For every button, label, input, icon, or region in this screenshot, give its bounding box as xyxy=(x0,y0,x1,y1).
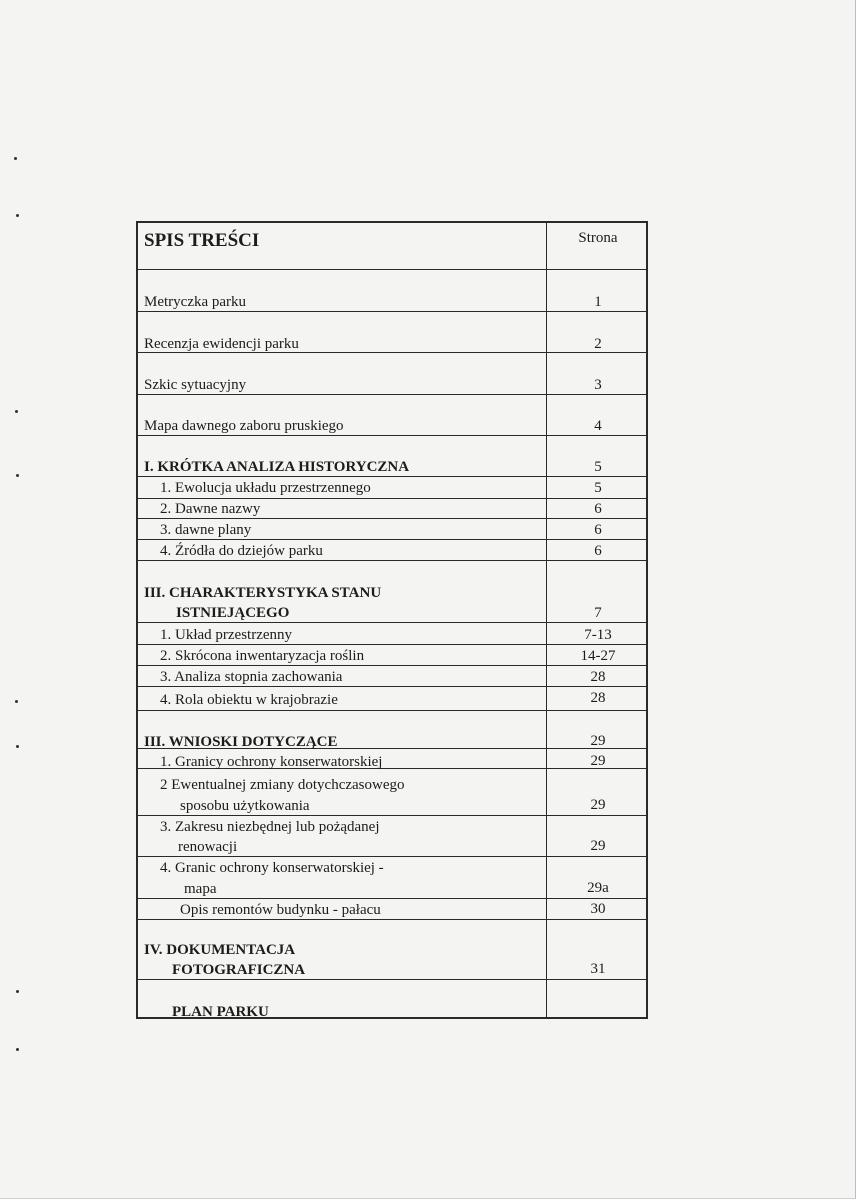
row-rule xyxy=(138,919,646,920)
toc-entry-label: 1. Układ przestrzenny xyxy=(160,627,293,643)
toc-entry-page: 5 xyxy=(594,459,602,475)
toc-section-heading: IV. DOKUMENTACJA xyxy=(144,942,296,958)
toc-entry-label: 2. Skrócona inwentaryzacja roślin xyxy=(160,648,365,664)
page-column-header: Strona xyxy=(578,230,618,246)
toc-entry-label: Szkic sytuacyjny xyxy=(144,377,247,393)
toc-entry-label: 1. Ewolucja układu przestrzennego xyxy=(160,480,371,496)
row-rule xyxy=(138,665,646,666)
toc-entry-page: 29 xyxy=(590,797,606,813)
toc-entry-page: 6 xyxy=(594,543,602,559)
toc-entry-page: 28 xyxy=(590,690,606,706)
row-rule xyxy=(138,498,646,499)
row-rule xyxy=(138,815,646,816)
toc-entry-label: 3. dawne plany xyxy=(160,522,252,538)
toc-entry-label: Opis remontów budynku - pałacu xyxy=(180,902,381,918)
toc-entry-page: 3 xyxy=(594,377,602,393)
toc-entry-page: 5 xyxy=(594,480,602,496)
scan-speck xyxy=(15,410,18,413)
toc-title: SPIS TREŚCI xyxy=(144,230,260,251)
scan-speck xyxy=(16,214,19,217)
toc-section-heading-cont: FOTOGRAFICZNA xyxy=(172,962,306,978)
toc-entry-page: 29a xyxy=(587,880,609,896)
toc-section-heading: I. KRÓTKA ANALIZA HISTORYCZNA xyxy=(144,459,410,475)
scan-speck xyxy=(16,1048,19,1051)
toc-entry-page: 31 xyxy=(590,961,606,977)
scan-speck xyxy=(14,157,17,160)
scan-speck xyxy=(16,745,19,748)
toc-entry-page: 29 xyxy=(590,733,606,749)
toc-entry-page: 30 xyxy=(590,901,606,917)
row-rule xyxy=(138,644,646,645)
row-rule xyxy=(138,435,646,436)
toc-entry-label: 4. Rola obiektu w krajobrazie xyxy=(160,692,338,708)
row-rule xyxy=(138,856,646,857)
row-rule xyxy=(138,898,646,899)
toc-entry-page: 2 xyxy=(594,336,602,352)
toc-entry-label: 4. Źródła do dziejów parku xyxy=(160,543,323,559)
toc-entry-label: 3. Zakresu niezbędnej lub pożądanej xyxy=(160,819,380,835)
toc-entry-label: Recenzja ewidencji parku xyxy=(144,336,299,352)
row-rule xyxy=(138,539,646,540)
toc-entry-label-cont: mapa xyxy=(184,881,217,897)
toc-entry-label: 2. Dawne nazwy xyxy=(160,501,261,517)
row-rule xyxy=(138,394,646,395)
toc-entry-page: 7 xyxy=(594,605,602,621)
toc-entry-label-cont: sposobu użytkowania xyxy=(180,798,310,814)
row-rule xyxy=(138,560,646,561)
scan-speck xyxy=(16,474,19,477)
toc-entry-page: 4 xyxy=(594,418,602,434)
toc-entry-label-cont: renowacji xyxy=(178,839,238,855)
table-of-contents xyxy=(136,221,648,1019)
toc-section-heading: PLAN PARKU xyxy=(172,1004,269,1020)
row-rule xyxy=(138,311,646,312)
toc-entry-page: 7-13 xyxy=(584,627,612,643)
row-rule xyxy=(138,622,646,623)
toc-entry-label: 3. Analiza stopnia zachowania xyxy=(160,669,343,685)
toc-entry-label: Metryczka parku xyxy=(144,294,247,310)
row-rule xyxy=(138,979,646,980)
toc-entry-page: 28 xyxy=(590,669,606,685)
row-rule xyxy=(138,686,646,687)
toc-entry-label: 4. Granic ochrony konserwatorskiej - xyxy=(160,860,384,876)
row-rule xyxy=(138,476,646,477)
toc-entry-label: 2 Ewentualnej zmiany dotychczasowego xyxy=(160,777,405,793)
toc-entry-page: 6 xyxy=(594,522,602,538)
toc-entry-page: 29 xyxy=(590,753,606,769)
toc-section-heading-cont: ISTNIEJĄCEGO xyxy=(176,605,290,621)
toc-entry-page: 29 xyxy=(590,838,606,854)
toc-entry-page: 6 xyxy=(594,501,602,517)
toc-section-heading: III. WNIOSKI DOTYCZĄCE xyxy=(144,734,338,750)
toc-entry-label: 1. Granicy ochrony konserwatorskiej xyxy=(160,754,383,770)
row-rule xyxy=(138,518,646,519)
scan-speck xyxy=(15,700,18,703)
toc-section-heading: III. CHARAKTERYSTYKA STANU xyxy=(144,585,382,601)
toc-entry-page: 14-27 xyxy=(580,648,616,664)
row-rule xyxy=(138,710,646,711)
row-rule xyxy=(138,269,646,270)
toc-entry-label: Mapa dawnego zaboru pruskiego xyxy=(144,418,344,434)
scan-speck xyxy=(16,990,19,993)
toc-entry-page: 1 xyxy=(594,294,602,310)
